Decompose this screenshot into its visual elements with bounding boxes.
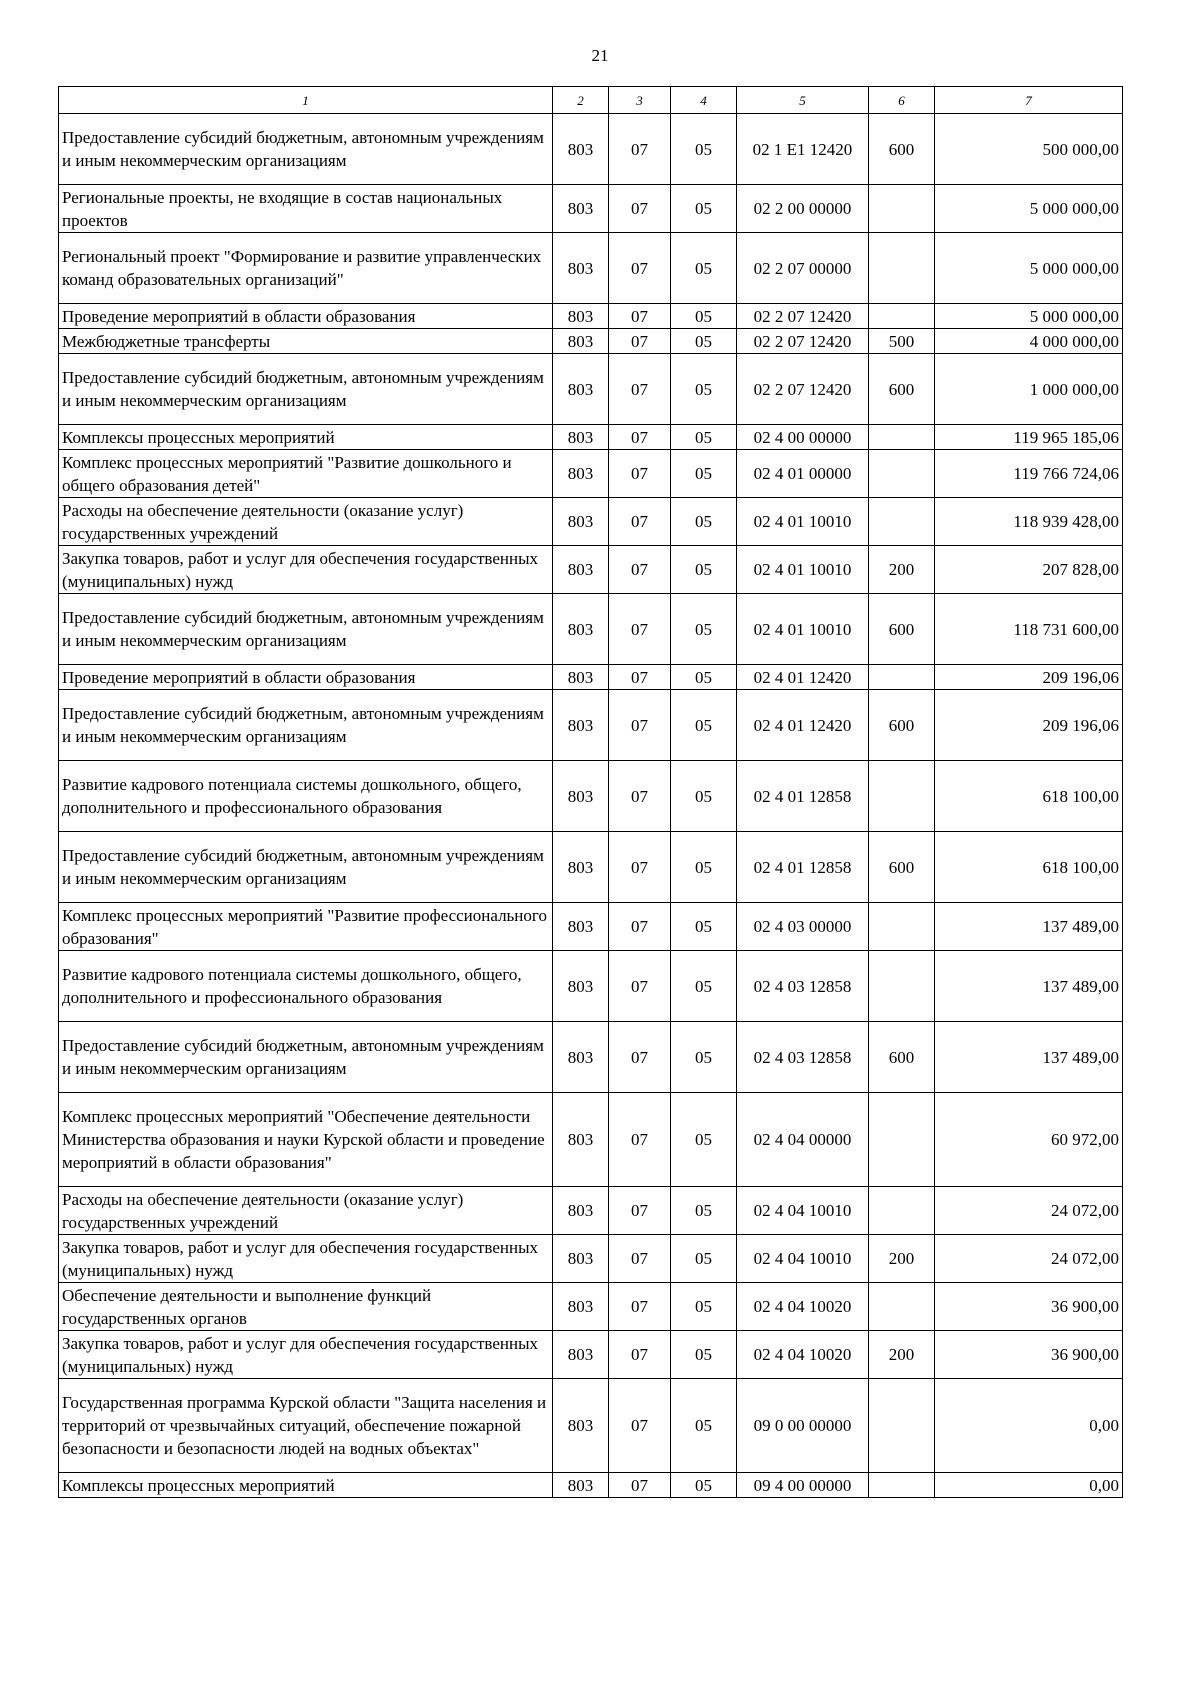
table-row: [59, 761, 1123, 832]
row-section: 07: [609, 690, 671, 761]
row-amount: 119 965 185,06: [935, 425, 1123, 450]
row-target-code: 02 4 04 10010: [737, 1235, 869, 1283]
row-section: 07: [609, 1022, 671, 1093]
row-target-code: 02 4 03 00000: [737, 903, 869, 951]
row-gr: 803: [553, 594, 609, 665]
row-expense-type: 200: [869, 546, 935, 594]
table-row: [59, 903, 1123, 951]
row-target-code: 02 4 01 12858: [737, 761, 869, 832]
row-target-code: 02 4 01 00000: [737, 450, 869, 498]
header-cell: 4: [671, 87, 737, 114]
row-target-code: 02 4 01 10010: [737, 594, 869, 665]
row-expense-type: 600: [869, 690, 935, 761]
row-gr: 803: [553, 903, 609, 951]
row-expense-type: 600: [869, 1022, 935, 1093]
row-gr: 803: [553, 185, 609, 233]
row-target-code: 02 4 01 12858: [737, 832, 869, 903]
row-expense-type: [869, 951, 935, 1022]
header-cell: 2: [553, 87, 609, 114]
row-expense-type: [869, 185, 935, 233]
row-expense-type: 600: [869, 354, 935, 425]
row-amount: 209 196,06: [935, 690, 1123, 761]
row-name: Предоставление субсидий бюджетным, автономным учреждениям и иным некоммерческим организациям: [59, 832, 553, 903]
row-expense-type: [869, 233, 935, 304]
header-cell: 7: [935, 87, 1123, 114]
row-gr: 803: [553, 761, 609, 832]
row-gr: 803: [553, 1473, 609, 1498]
row-amount: 24 072,00: [935, 1235, 1123, 1283]
row-section: 07: [609, 903, 671, 951]
row-section: 07: [609, 1283, 671, 1331]
row-subsection: 05: [671, 1235, 737, 1283]
row-subsection: 05: [671, 498, 737, 546]
row-amount: 0,00: [935, 1379, 1123, 1473]
row-section: 07: [609, 1473, 671, 1498]
row-expense-type: [869, 1283, 935, 1331]
row-expense-type: [869, 498, 935, 546]
row-name: Предоставление субсидий бюджетным, автономным учреждениям и иным некоммерческим организациям: [59, 690, 553, 761]
row-subsection: 05: [671, 690, 737, 761]
row-section: 07: [609, 450, 671, 498]
row-gr: 803: [553, 951, 609, 1022]
row-name: Государственная программа Курской области "Защита населения и территорий от чрезвычайных ситуаций, обеспечение пожарной безопасности и безопасности людей на водных объектах": [59, 1379, 553, 1473]
row-target-code: 02 4 03 12858: [737, 951, 869, 1022]
row-amount: 60 972,00: [935, 1093, 1123, 1187]
row-section: 07: [609, 594, 671, 665]
row-section: 07: [609, 304, 671, 329]
row-target-code: 09 0 00 00000: [737, 1379, 869, 1473]
row-amount: 209 196,06: [935, 665, 1123, 690]
row-name: Проведение мероприятий в области образования: [59, 304, 553, 329]
row-expense-type: [869, 304, 935, 329]
table-row: [59, 1093, 1123, 1187]
row-amount: 618 100,00: [935, 761, 1123, 832]
row-name: Предоставление субсидий бюджетным, автономным учреждениям и иным некоммерческим организациям: [59, 354, 553, 425]
row-target-code: 02 2 07 12420: [737, 354, 869, 425]
table-row: [59, 354, 1123, 425]
row-subsection: 05: [671, 546, 737, 594]
row-gr: 803: [553, 832, 609, 903]
row-expense-type: [869, 665, 935, 690]
row-amount: 36 900,00: [935, 1331, 1123, 1379]
table-row: [59, 690, 1123, 761]
row-target-code: 02 4 01 10010: [737, 546, 869, 594]
row-amount: 5 000 000,00: [935, 233, 1123, 304]
row-expense-type: [869, 1093, 935, 1187]
row-amount: 4 000 000,00: [935, 329, 1123, 354]
row-amount: 118 731 600,00: [935, 594, 1123, 665]
row-gr: 803: [553, 1022, 609, 1093]
row-target-code: 02 2 00 00000: [737, 185, 869, 233]
row-section: 07: [609, 354, 671, 425]
row-gr: 803: [553, 425, 609, 450]
table-row: [59, 450, 1123, 498]
header-cell: 3: [609, 87, 671, 114]
row-subsection: 05: [671, 233, 737, 304]
row-section: 07: [609, 425, 671, 450]
table-row: [59, 951, 1123, 1022]
row-expense-type: 600: [869, 832, 935, 903]
budget-table: [58, 86, 1123, 1498]
row-gr: 803: [553, 233, 609, 304]
row-amount: 36 900,00: [935, 1283, 1123, 1331]
header-cell: 5: [737, 87, 869, 114]
row-amount: 0,00: [935, 1473, 1123, 1498]
row-gr: 803: [553, 114, 609, 185]
row-gr: 803: [553, 1379, 609, 1473]
row-target-code: 09 4 00 00000: [737, 1473, 869, 1498]
row-expense-type: [869, 1379, 935, 1473]
row-name: Развитие кадрового потенциала системы дошкольного, общего, дополнительного и профессионального образования: [59, 761, 553, 832]
row-section: 07: [609, 1331, 671, 1379]
row-gr: 803: [553, 329, 609, 354]
row-name: Комплекс процессных мероприятий "Развитие профессионального образования": [59, 903, 553, 951]
row-gr: 803: [553, 1187, 609, 1235]
table-row: [59, 304, 1123, 329]
row-amount: 618 100,00: [935, 832, 1123, 903]
row-amount: 137 489,00: [935, 1022, 1123, 1093]
row-gr: 803: [553, 1093, 609, 1187]
table-row: [59, 546, 1123, 594]
row-subsection: 05: [671, 1022, 737, 1093]
row-gr: 803: [553, 498, 609, 546]
row-expense-type: [869, 1187, 935, 1235]
row-gr: 803: [553, 304, 609, 329]
row-section: 07: [609, 233, 671, 304]
row-target-code: 02 4 01 10010: [737, 498, 869, 546]
row-subsection: 05: [671, 1187, 737, 1235]
row-name: Закупка товаров, работ и услуг для обеспечения государственных (муниципальных) нужд: [59, 1235, 553, 1283]
row-amount: 5 000 000,00: [935, 185, 1123, 233]
row-section: 07: [609, 1093, 671, 1187]
row-target-code: 02 4 04 10010: [737, 1187, 869, 1235]
row-expense-type: [869, 425, 935, 450]
row-amount: 24 072,00: [935, 1187, 1123, 1235]
row-amount: 118 939 428,00: [935, 498, 1123, 546]
row-section: 07: [609, 1379, 671, 1473]
row-section: 07: [609, 761, 671, 832]
page-number: 21: [591, 46, 609, 65]
row-name: Региональный проект "Формирование и развитие управленческих команд образовательных организаций": [59, 233, 553, 304]
row-name: Комплекс процессных мероприятий "Развитие дошкольного и общего образования детей": [59, 450, 553, 498]
row-expense-type: [869, 450, 935, 498]
row-expense-type: 200: [869, 1235, 935, 1283]
row-subsection: 05: [671, 761, 737, 832]
row-name: Предоставление субсидий бюджетным, автономным учреждениям и иным некоммерческим организациям: [59, 594, 553, 665]
table-row: [59, 329, 1123, 354]
row-gr: 803: [553, 690, 609, 761]
header-cell: 6: [869, 87, 935, 114]
row-gr: 803: [553, 1283, 609, 1331]
row-name: Закупка товаров, работ и услуг для обеспечения государственных (муниципальных) нужд: [59, 546, 553, 594]
row-name: Закупка товаров, работ и услуг для обеспечения государственных (муниципальных) нужд: [59, 1331, 553, 1379]
row-expense-type: 200: [869, 1331, 935, 1379]
row-section: 07: [609, 546, 671, 594]
row-expense-type: 600: [869, 114, 935, 185]
table-row: [59, 1331, 1123, 1379]
row-gr: 803: [553, 354, 609, 425]
row-target-code: 02 2 07 12420: [737, 329, 869, 354]
row-expense-type: [869, 903, 935, 951]
row-subsection: 05: [671, 665, 737, 690]
table-row: [59, 594, 1123, 665]
row-target-code: 02 4 00 00000: [737, 425, 869, 450]
row-section: 07: [609, 832, 671, 903]
row-subsection: 05: [671, 1093, 737, 1187]
row-target-code: 02 4 03 12858: [737, 1022, 869, 1093]
row-amount: 500 000,00: [935, 114, 1123, 185]
row-amount: 207 828,00: [935, 546, 1123, 594]
row-subsection: 05: [671, 1331, 737, 1379]
row-section: 07: [609, 498, 671, 546]
row-target-code: 02 2 07 12420: [737, 304, 869, 329]
row-subsection: 05: [671, 425, 737, 450]
row-name: Региональные проекты, не входящие в состав национальных проектов: [59, 185, 553, 233]
row-subsection: 05: [671, 185, 737, 233]
row-expense-type: [869, 761, 935, 832]
row-subsection: 05: [671, 1283, 737, 1331]
row-subsection: 05: [671, 832, 737, 903]
row-amount: 5 000 000,00: [935, 304, 1123, 329]
row-section: 07: [609, 951, 671, 1022]
table-row: [59, 498, 1123, 546]
row-subsection: 05: [671, 304, 737, 329]
row-expense-type: [869, 1473, 935, 1498]
row-section: 07: [609, 665, 671, 690]
row-amount: 137 489,00: [935, 951, 1123, 1022]
row-amount: 119 766 724,06: [935, 450, 1123, 498]
row-gr: 803: [553, 665, 609, 690]
row-name: Проведение мероприятий в области образования: [59, 665, 553, 690]
table-row: [59, 832, 1123, 903]
row-expense-type: 600: [869, 594, 935, 665]
row-amount: 137 489,00: [935, 903, 1123, 951]
row-gr: 803: [553, 1331, 609, 1379]
row-amount: 1 000 000,00: [935, 354, 1123, 425]
row-target-code: 02 1 Е1 12420: [737, 114, 869, 185]
row-section: 07: [609, 1187, 671, 1235]
row-subsection: 05: [671, 1379, 737, 1473]
row-target-code: 02 4 01 12420: [737, 665, 869, 690]
header-cell: 1: [59, 87, 553, 114]
row-name: Расходы на обеспечение деятельности (оказание услуг) государственных учреждений: [59, 1187, 553, 1235]
row-section: 07: [609, 329, 671, 354]
row-target-code: 02 4 04 10020: [737, 1283, 869, 1331]
row-target-code: 02 4 04 00000: [737, 1093, 869, 1187]
row-name: Комплексы процессных мероприятий: [59, 425, 553, 450]
table-row: [59, 425, 1123, 450]
row-name: Комплекс процессных мероприятий "Обеспечение деятельности Министерства образования и науки Курской области и проведение мероприятий в области образования": [59, 1093, 553, 1187]
row-gr: 803: [553, 1235, 609, 1283]
row-subsection: 05: [671, 450, 737, 498]
row-target-code: 02 4 04 10020: [737, 1331, 869, 1379]
table-row: [59, 233, 1123, 304]
row-gr: 803: [553, 450, 609, 498]
row-section: 07: [609, 185, 671, 233]
row-subsection: 05: [671, 329, 737, 354]
row-name: Расходы на обеспечение деятельности (оказание услуг) государственных учреждений: [59, 498, 553, 546]
row-subsection: 05: [671, 903, 737, 951]
table-row: [59, 1022, 1123, 1093]
row-name: Обеспечение деятельности и выполнение функций государственных органов: [59, 1283, 553, 1331]
table-row: [59, 1379, 1123, 1473]
row-name: Предоставление субсидий бюджетным, автономным учреждениям и иным некоммерческим организациям: [59, 114, 553, 185]
row-subsection: 05: [671, 951, 737, 1022]
row-subsection: 05: [671, 114, 737, 185]
row-target-code: 02 4 01 12420: [737, 690, 869, 761]
row-name: Комплексы процессных мероприятий: [59, 1473, 553, 1498]
table-row: [59, 1235, 1123, 1283]
row-subsection: 05: [671, 594, 737, 665]
row-name: Межбюджетные трансферты: [59, 329, 553, 354]
row-gr: 803: [553, 546, 609, 594]
row-name: Предоставление субсидий бюджетным, автономным учреждениям и иным некоммерческим организациям: [59, 1022, 553, 1093]
row-section: 07: [609, 114, 671, 185]
table-row: [59, 185, 1123, 233]
row-subsection: 05: [671, 1473, 737, 1498]
table-row: [59, 114, 1123, 185]
row-section: 07: [609, 1235, 671, 1283]
table-row: [59, 1283, 1123, 1331]
row-expense-type: 500: [869, 329, 935, 354]
header-row: [59, 87, 1123, 114]
row-name: Развитие кадрового потенциала системы дошкольного, общего, дополнительного и профессионального образования: [59, 951, 553, 1022]
table-row: [59, 665, 1123, 690]
row-subsection: 05: [671, 354, 737, 425]
row-target-code: 02 2 07 00000: [737, 233, 869, 304]
table-row: [59, 1187, 1123, 1235]
table-row: [59, 1473, 1123, 1498]
